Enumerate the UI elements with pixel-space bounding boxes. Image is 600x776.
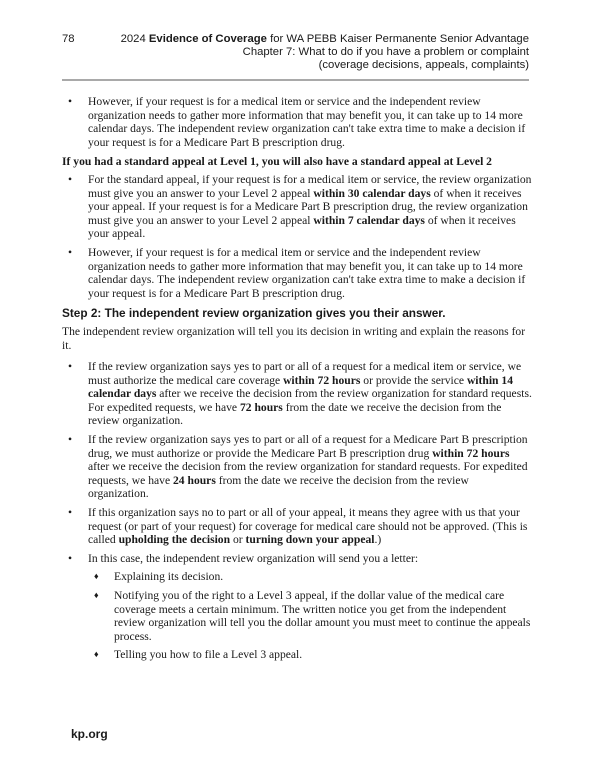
bullet-extension-note: • However, if your request is for a medical item or service and the independent review organization needs to gather more information that may benefit you, it can take up to 14 more calendar days. The independent review organization can't take extra time to make a decision if your request is for a Medicare Part B prescription drug. <box>62 95 532 149</box>
bullet-letter: • In this case, the independent review organization will send you a letter: <box>62 552 532 566</box>
letter-item: ♦ Notifying you of the right to a Level 3 appeal, if the dollar value of the medical care coverage meets a certain minimum. The written notice you get from the independent review organization will tell you the dollar amount you must meet to continue the appeals process. <box>94 589 531 643</box>
standard-appeal-heading: If you had a standard appeal at Level 1, you will also have a standard appeal at Level 2 <box>62 155 492 169</box>
document-title-bold: Evidence of Coverage <box>148 33 267 45</box>
document-title: 2024 Evidence of Coverage for WA PEBB Kaiser Permanente Senior Advantage <box>120 33 529 45</box>
footer-site-link[interactable]: kp.org <box>71 727 108 741</box>
diamond-bullet-icon: ♦ <box>94 571 99 582</box>
chapter-subtitle: (coverage decisions, appeals, complaints) <box>318 59 529 71</box>
header-titles <box>121 33 529 72</box>
header-divider <box>62 79 529 81</box>
letter-item: ♦ Explaining its decision. <box>94 570 224 584</box>
bullet-yes-medical: • If the review organization says yes to part or all of a request for a medical item or service, we must authorize the medical care coverage within 72 hours or provide the service within 14 calendar days after we receive the decision from the review organization for standard requests. For expedited requests, we have 72 hours from the date we receive the decision from the review organization. <box>62 360 532 428</box>
letter-item: ♦ Telling you how to file a Level 3 appeal. <box>94 648 303 662</box>
bullet-no-decision: • If this organization says no to part or all of your appeal, it means they agree with us that your request (or part of your request) for coverage for medical care should not be approved. (This is called upholding the decision or turning down your appeal.) <box>62 506 532 547</box>
step2-intro: The independent review organization will tell you its decision in writing and explain the reasons for it. <box>62 324 526 352</box>
bullet-standard-extension: • However, if your request is for a medical item or service and the independent review organization needs to gather more information that may benefit you, it can take up to 14 more calendar days. The independent review organization can't take extra time to make a decision if your request is for a Medicare Part B prescription drug. <box>62 246 532 300</box>
page-body <box>62 95 532 662</box>
bullet-standard-deadline: • For the standard appeal, if your request is for a medical item or service, the review organization must give you an answer to your Level 2 appeal within 30 calendar days of when it receives your appeal. If your request is for a Medicare Part B prescription drug, the review organization must give you an answer to your Level 2 appeal within 7 calendar days of when it receives your appeal. <box>62 173 532 241</box>
bullet-yes-part-b: • If the review organization says yes to part or all of a request for a Medicare Part B prescription drug, we must authorize or provide the Medicare Part B prescription drug within 72 hours after we receive the decision from the review organization for standard requests. For expedited requests, we have 24 hours from the date we receive the decision from the review organization. <box>62 433 532 501</box>
chapter-title: Chapter 7: What to do if you have a problem or complaint <box>242 46 529 58</box>
step2-heading: Step 2: The independent review organization gives you their answer. <box>62 306 446 321</box>
diamond-bullet-icon: ♦ <box>94 590 99 600</box>
diamond-bullet-icon: ♦ <box>94 649 99 660</box>
page-number: 78 <box>62 33 75 45</box>
